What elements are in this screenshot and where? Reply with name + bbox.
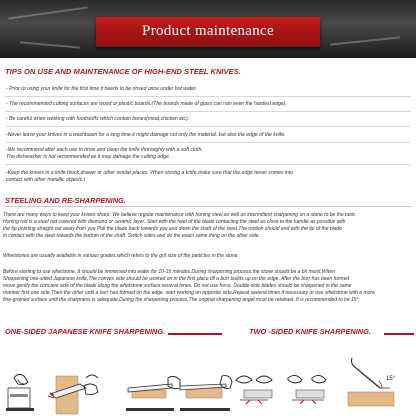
header-banner [0,0,416,58]
banner-light-streak [20,41,80,48]
paragraph-line: manner:first one side,Then the other until a burr has formed on the edge. start working on opposite side.Repeat several times if necessary or use whetstone with a more [3,290,375,296]
paragraph-line: fine-grained surface until the sharpness is adequate.During the sharpening process,The original sharpening angel must be retained. It is recommended to be 15°. [3,297,360,303]
one-sided-illustration-2 [48,375,98,414]
paragraph-line: Honing rod is a steel rod covered with diamond or ceramic layer. Start with the heel of the blade contacting the steel as close to the handle as possible with [3,219,346,225]
page-title: Product maintenance [142,23,274,39]
paragraph-line: move gently the concave side of the blade along the whetstone surface several times. Do not use force. Double-side blades should be sharpened in the same [3,283,352,289]
divider [5,164,411,165]
heading-underline [384,333,414,335]
divider [5,96,411,97]
tip-line: -We recommend after each use to rinse and clean the knife thoroughly with a soft cloth. [6,147,203,153]
two-sided-illustration-1 [236,376,272,404]
banner-light-streak [8,6,87,19]
angle-label: 15° [386,376,396,382]
banner-light-streak [330,36,400,45]
one-sided-illustration-4 [180,376,232,411]
divider [5,111,411,112]
tip-line: - Be careful when working with foodstuffs which contain bones(meat,chicken etc). [6,116,190,122]
paragraph-line: There are many ways to keep your knives sharp. We believe regular maintenance with honing steel,as well as intermittent sharpening on a stone to be the best. [3,212,356,218]
two-sided-illustration-2 [288,375,326,404]
tip-line: The dishwasher is not recommended as it may damage the cutting edge. [6,154,171,160]
one-sided-illustration-3 [126,376,180,411]
tip-line: - Prior to using your knife for the first time it needs to be rinsed once under hot water. [6,86,197,92]
tip-line: -Never leave your knives in a washbasin for a long time,it might damage not only the material. but also the edge of the knife. [6,132,286,138]
divider [5,206,411,207]
divider [5,142,411,143]
tips-heading: TIPS ON USE AND MAINTENANCE OF HIGH-END STEEL KNIVES. [5,67,241,76]
paragraph-line: the tip pointing straight out away from you.Pull the blade back towards you and down the shaft of the steel.The motion should end with the tip of the blade [3,226,343,232]
tip-line: contact with other metallic objects.t [6,177,85,183]
sharpening-illustrations [0,350,416,416]
sharpening-heading: STEELING AND RE-SHARPENING. [5,196,126,205]
tip-line: - The recommended cutting surfaces are wood or plastic boards.(The boards made of glass can rain even the hardest edge). [6,101,287,107]
tip-line: -Keep the knives in a knife block,drawer or other similar places. When storing a knife,make sure that the edge never comes into [6,170,294,176]
paragraph-line: Before starting to use whetstone. It should be immersed into water for 10-15 minutes.During sharpening process.the stone should be a bit moist.When [3,269,335,275]
two-sided-illustration-3 [348,358,396,406]
divider [5,126,411,127]
paragraph-line: in contact with the steel towards the bottom of the shaft. Switch sides and do the exact same thing on the other side. [3,233,260,239]
paragraph-line: Whetstones are usually available in various grades,which refers to the grit size of the particles in the stone. [3,253,239,259]
paragraph-line: Sharpening one-sided Japanese knife,The convex side should be worked on in the first place till a burr builds up on the edge. After the burr has been formed [3,276,350,282]
two-sided-heading: TWO -SIDED KNIFE SHARPENING. [249,327,371,336]
one-sided-illustration-1 [6,374,34,411]
one-sided-heading: ONE-SIDED JAPANESE KNIFE SHARPENING. [5,327,166,336]
heading-underline [168,333,222,335]
